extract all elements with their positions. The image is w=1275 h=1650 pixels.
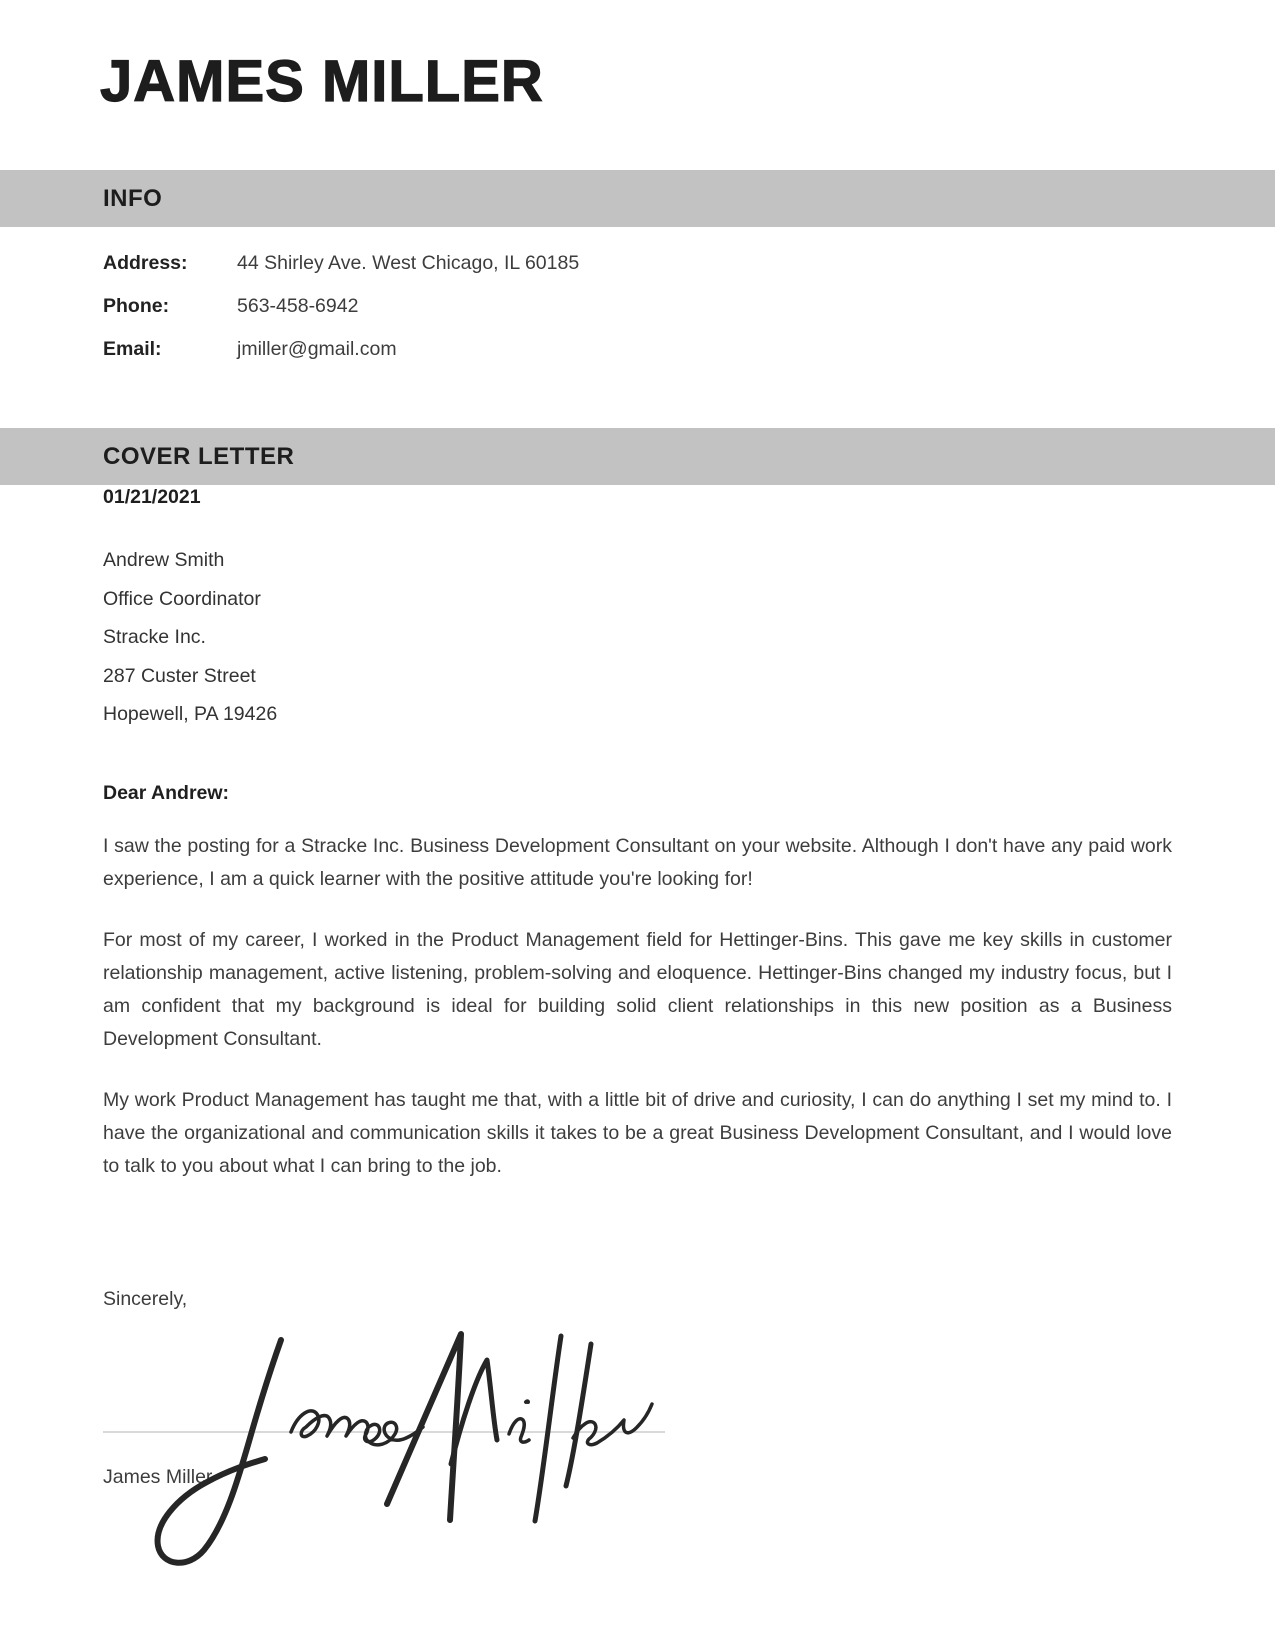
info-table: [103, 250, 579, 362]
info-section-title: INFO: [103, 184, 163, 212]
info-label-email: Email:: [103, 338, 162, 360]
recipient-company: Stracke Inc.: [103, 626, 206, 648]
salutation: Dear Andrew:: [103, 782, 230, 804]
recipient-block: [103, 541, 277, 734]
signature-divider: [103, 1431, 665, 1433]
recipient-street: 287 Custer Street: [103, 664, 256, 687]
signee-name: James Miller: [103, 1466, 213, 1488]
letter-body: [103, 830, 1172, 1183]
info-value-email: jmiller@gmail.com: [237, 338, 397, 360]
letter-paragraph: I saw the posting for a Stracke Inc. Business Development Consultant on your website. Although I don't have any paid work experience, I am a quick learner with the positive attitude you're looking for!: [103, 835, 1172, 890]
info-label-address: Address:: [103, 252, 188, 274]
letter-paragraph: My work Product Management has taught me that, with a little bit of drive and curiosity, I can do anything I set my mind to. I have the organizational and communication skills it takes to be a great Business Development Consultant, and I would love to talk to you about what I can bring to the job.: [103, 1089, 1172, 1177]
closing: Sincerely,: [103, 1288, 188, 1310]
recipient-role: Office Coordinator: [103, 587, 261, 610]
info-value-address: 44 Shirley Ave. West Chicago, IL 60185: [237, 252, 580, 274]
cover-letter-section-band: [0, 428, 1275, 485]
recipient-name: Andrew Smith: [103, 549, 225, 571]
info-section-band: [0, 170, 1275, 227]
cover-letter-section-title: COVER LETTER: [103, 442, 295, 470]
page-title: JAMES MILLER: [100, 49, 544, 114]
letter-paragraph: For most of my career, I worked in the Product Management field for Hettinger-Bins. This gave me key skills in customer relationship management, active listening, problem-solving and eloquence. Hettinger-Bins changed my industry focus, but I am confident that my background is ideal for building solid client relationships in this new position as a Business Development Consultant.: [103, 929, 1172, 1050]
letter-date: 01/21/2021: [103, 486, 201, 508]
signature-script-icon: [95, 1318, 655, 1568]
info-value-phone: 563-458-6942: [237, 295, 359, 317]
info-label-phone: Phone:: [103, 295, 170, 317]
recipient-city: Hopewell, PA 19426: [103, 703, 278, 725]
